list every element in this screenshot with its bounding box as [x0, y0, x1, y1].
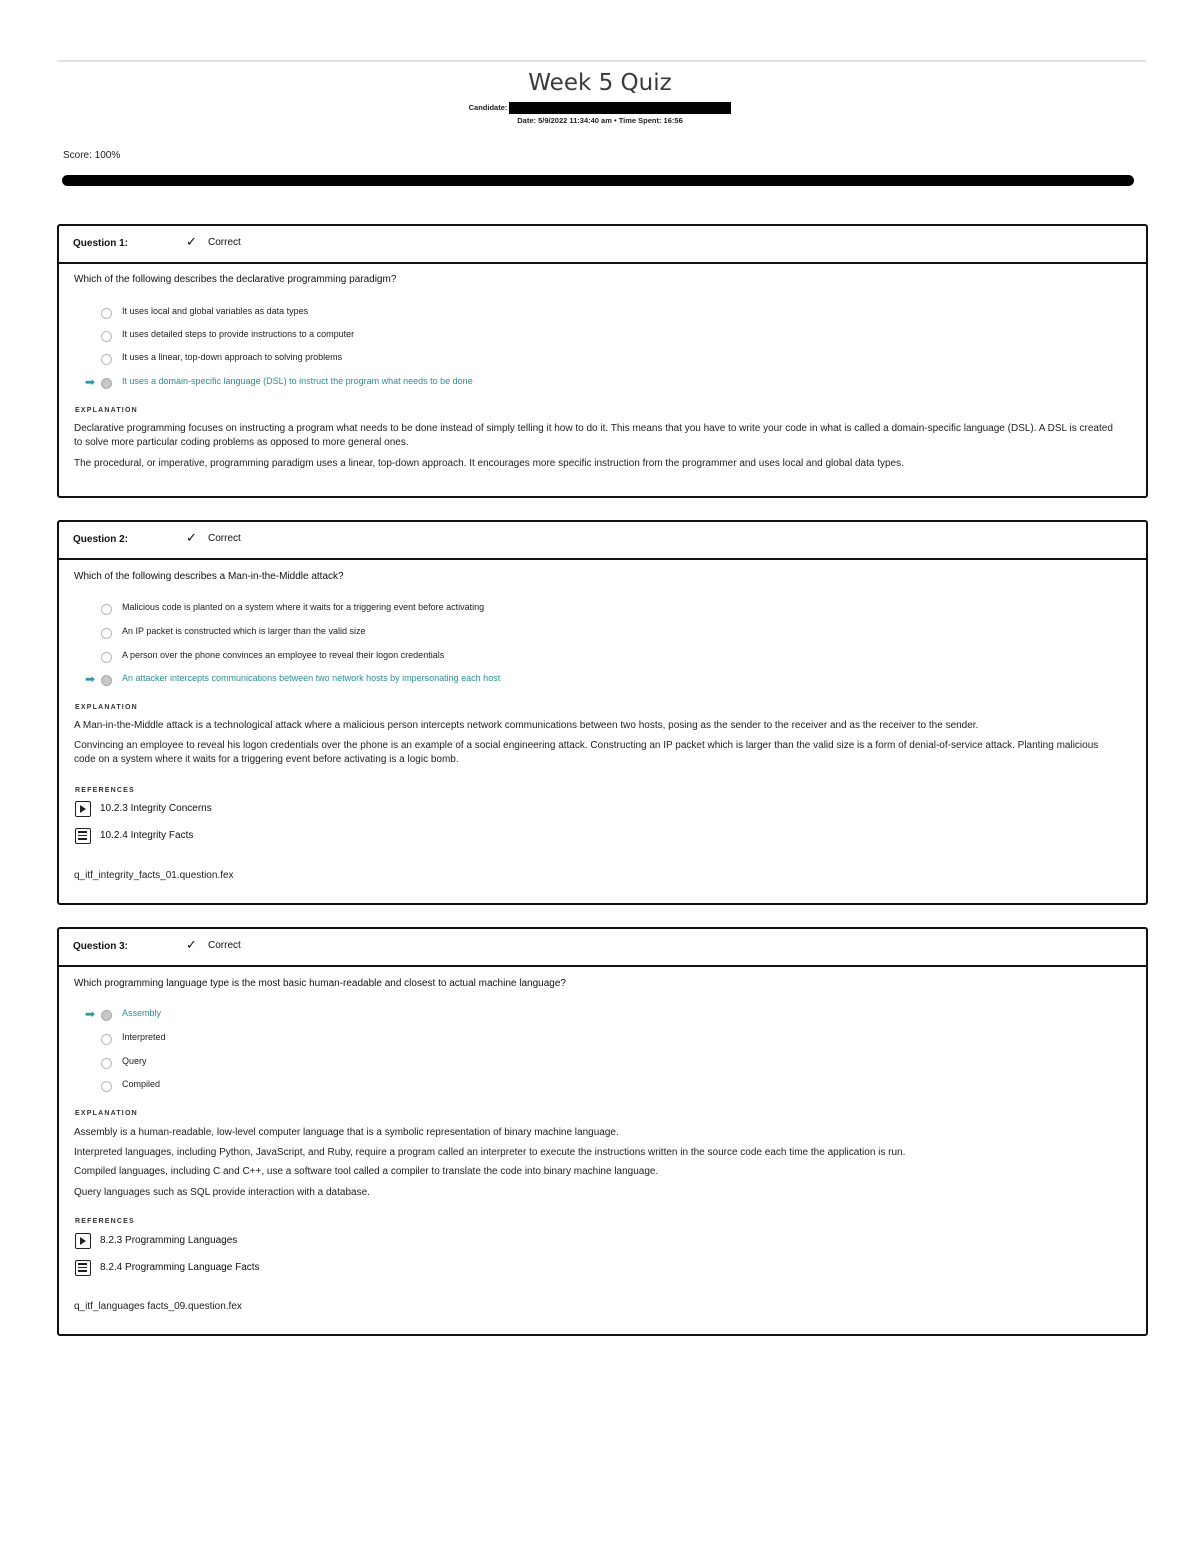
option-label: An attacker intercepts communications between two network hosts by impersonating each host [122, 673, 501, 683]
explanation-paragraph: Query languages such as SQL provide interaction with a database. [74, 1187, 370, 1198]
reference-label: 8.2.4 Programming Language Facts [100, 1262, 260, 1273]
top-divider [57, 60, 1146, 62]
explanation-paragraph: Interpreted languages, including Python, JavaScript, and Ruby, require a program called an interpreter to execute the instructions written in the source code each time the application is run. [74, 1147, 906, 1158]
page-title: Week 5 Quiz [528, 70, 672, 96]
redacted-candidate-name [509, 102, 731, 114]
option-label: It uses a domain-specific language (DSL) to instruct the program what needs to be done [122, 376, 473, 386]
fact-list-icon [75, 1260, 91, 1276]
question-status: Correct [208, 533, 241, 544]
video-play-icon [75, 1233, 91, 1249]
candidate-label: Candidate: [468, 102, 508, 112]
explanation-paragraph: Convincing an employee to reveal his logon credentials over the phone is an example of a social engineering attack. Constructing an IP packet which is larger than the valid size is a form of denial-of-service attack. Planting malicious code on a system where it waits for a triggering event before activating is a logic bomb. [74, 740, 1099, 765]
radio-button[interactable] [101, 675, 112, 686]
reference-label: 10.2.3 Integrity Concerns [100, 803, 212, 814]
question-number: Question 2: [73, 534, 129, 545]
radio-button[interactable] [101, 652, 112, 663]
date-line: Date: 5/9/2022 11:34:40 am • Time Spent: 16:56 [517, 116, 683, 125]
option-label: It uses local and global variables as data types [122, 306, 309, 316]
option-label: Assembly [122, 1008, 162, 1018]
question-card-1 [57, 224, 1148, 498]
radio-button[interactable] [101, 1058, 112, 1069]
question-status: Correct [208, 237, 241, 248]
checkmark-icon: ✓ [186, 937, 197, 952]
arrow-right-icon: ➡ [85, 375, 96, 389]
question-header [59, 929, 1146, 967]
question-text: Which of the following describes a Man-in-the-Middle attack? [74, 571, 344, 582]
option-label: Malicious code is planted on a system where it waits for a triggering event before activating [122, 602, 485, 612]
question-text: Which programming language type is the most basic human-readable and closest to actual machine language? [74, 978, 566, 989]
explanation-paragraph: Declarative programming focuses on instructing a program what needs to be done instead of simply telling it how to do it. This means that you have to write your code in what is called a domain-specific language (DSL). A DSL is created to solve more particular coding problems as opposed to more general ones. [74, 423, 1113, 448]
radio-button[interactable] [101, 354, 112, 365]
explanation-paragraph: Assembly is a human-readable, low-level computer language that is a symbolic representation of binary machine language. [74, 1127, 619, 1138]
option-label: It uses a linear, top-down approach to solving problems [122, 352, 343, 362]
question-number: Question 1: [73, 238, 129, 249]
question-text: Which of the following describes the declarative programming paradigm? [74, 274, 397, 285]
checkmark-icon: ✓ [186, 530, 197, 545]
option-label: Query [122, 1056, 147, 1066]
question-file-id: q_itf_languages facts_09.question.fex [74, 1301, 242, 1312]
explanation-paragraph: The procedural, or imperative, programming paradigm uses a linear, top-down approach. It encourages more specific instruction from the programmer and uses local and global data types. [74, 458, 904, 469]
score-text: Score: 100% [63, 150, 121, 161]
radio-button[interactable] [101, 1010, 112, 1021]
arrow-right-icon: ➡ [85, 672, 96, 686]
question-file-id: q_itf_integrity_facts_01.question.fex [74, 870, 234, 881]
question-header [59, 522, 1146, 560]
reference-label: 10.2.4 Integrity Facts [100, 830, 194, 841]
explanation-label: EXPLANATION [75, 407, 138, 414]
question-number: Question 3: [73, 941, 129, 952]
radio-button[interactable] [101, 378, 112, 389]
option-label: An IP packet is constructed which is larger than the valid size [122, 626, 366, 636]
radio-button[interactable] [101, 604, 112, 615]
question-card-3 [57, 927, 1148, 1336]
explanation-paragraph: Compiled languages, including C and C++, use a software tool called a compiler to translate the code into binary machine language. [74, 1166, 659, 1177]
arrow-right-icon: ➡ [85, 1007, 96, 1021]
question-header [59, 226, 1146, 264]
fact-list-icon [75, 828, 91, 844]
option-label: Interpreted [122, 1032, 166, 1042]
radio-button[interactable] [101, 628, 112, 639]
checkmark-icon: ✓ [186, 234, 197, 249]
option-label: It uses detailed steps to provide instructions to a computer [122, 329, 355, 339]
video-play-icon [75, 801, 91, 817]
radio-button[interactable] [101, 1081, 112, 1092]
radio-button[interactable] [101, 1034, 112, 1045]
explanation-label: EXPLANATION [75, 1110, 138, 1117]
references-label: REFERENCES [75, 787, 135, 794]
explanation-label: EXPLANATION [75, 704, 138, 711]
candidate-line [0, 102, 1200, 114]
option-label: A person over the phone convinces an employee to reveal their logon credentials [122, 650, 445, 660]
explanation-paragraph: A Man-in-the-Middle attack is a technological attack where a malicious person intercepts network communications between two hosts, posing as the sender to the receiver and as the receiver to the sender. [74, 720, 979, 731]
question-card-2 [57, 520, 1148, 905]
option-label: Compiled [122, 1079, 161, 1089]
question-status: Correct [208, 940, 241, 951]
radio-button[interactable] [101, 308, 112, 319]
radio-button[interactable] [101, 331, 112, 342]
reference-label: 8.2.3 Programming Languages [100, 1235, 238, 1246]
references-label: REFERENCES [75, 1218, 135, 1225]
score-progress-bar [62, 175, 1134, 186]
